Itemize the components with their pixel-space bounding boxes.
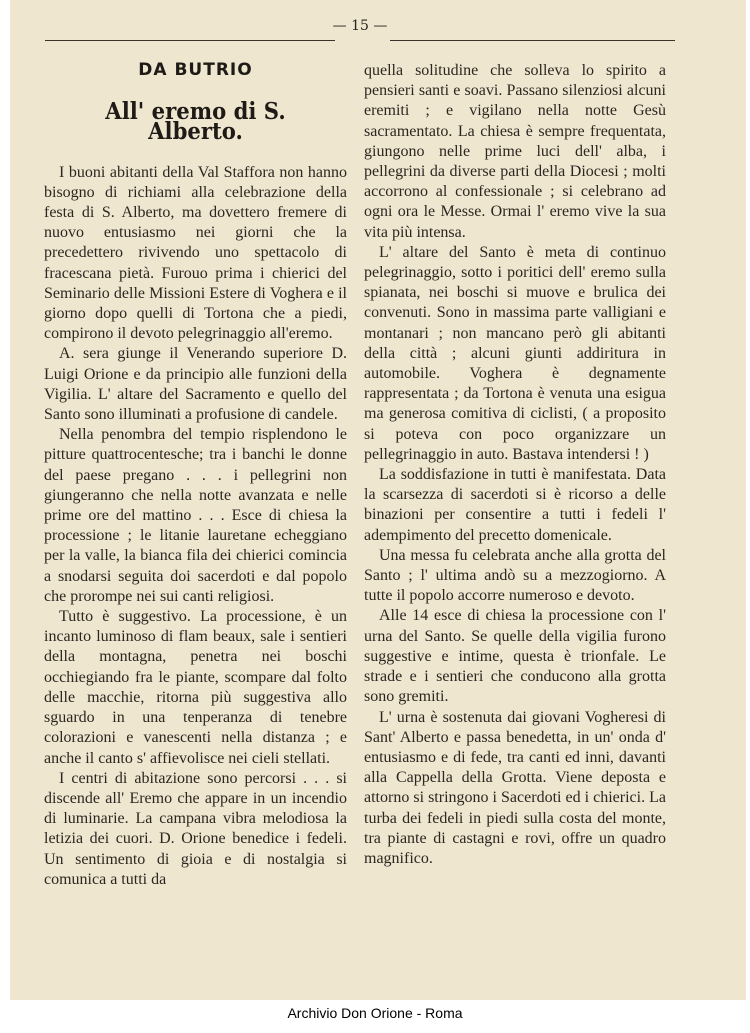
archive-footer: Archivio Don Orione - Roma bbox=[287, 1005, 463, 1021]
right-column bbox=[364, 61, 666, 869]
paragraph: I buoni abitanti della Val Staffora non hanno bisogno di richiami alla celebrazione della festa di S. Alberto, ma dovettero fremere di nuovo entusiasmo nei giorni che la precedettero rivivendo uno spettacolo di fracescana pietà. Furouo prima i chierici del Seminario delle Missioni Estere di Voghera e il giorno dopo quelli di Tortona che a piedi, compirono il devoto pelegrinaggio all'eremo. bbox=[44, 163, 347, 343]
paragraph: La soddisfazione in tutti è manifestata. Data la scarsezza di sacerdoti si è ricorso a delle binazioni per consentire a tutti i fedeli l' adempimento del precetto domenicale. bbox=[364, 466, 666, 544]
paragraph: Alle 14 esce di chiesa la processione con l' urna del Santo. Se quelle della vigilia furono suggestive e intime, questa è trionfale. Le strade e i sentieri che conducono alla grotta sono gremiti. bbox=[364, 607, 666, 706]
section-kicker: DA BUTRIO bbox=[138, 60, 253, 80]
paragraph: quella solitudine che solleva lo spirito a pensieri santi e soavi. Passano silenziosi alcuni eremiti ; e vigilano nella notte Gesù sacramentato. La chiesa è sempre frequentata, giungono nelle prime luci dell' alba, i pellegrini da diverse parti della Diocesi ; molti accorrono al confessionale ; si celebrano ad ogni ora le Messe. Ormai l' eremo vive la sua vita più intensa. bbox=[364, 62, 666, 241]
paragraph: Nella penombra del tempio risplendono le pitture quattrocentesche; tra i banchi le donne del paese pregano . . . i pellegrini non giungeranno che nella notte avanzata e nelle prime ore del mattino . . . Esce di chiesa la processione ; le litanie lauretane echeggiano per la valle, la bianca fila dei chierici comincia a snodarsi seguita doi sacerdoti e dal popolo che prorompe nei sui canti religiosi. bbox=[44, 426, 347, 605]
paragraph: L' urna è sostenuta dai giovani Vogheresi di Sant' Alberto e passa benedetta, in un' onda d' entusiasmo e di fede, tra canti ed inni, davanti alla Cappella della Grotta. Viene deposta e attorno si stringono i Sacerdoti ed i chierici. La turba dei fedeli in piedi sulla costa del monte, tra piante di castagni e rovi, offre un quadro magnifico. bbox=[364, 708, 666, 867]
paragraph: A. sera giunge il Venerando superiore D. Luigi Orione e da principio alle funzioni della Vigilia. L' altare del Sacramento e quello del Santo sono illuminati a profusione di candele. bbox=[44, 345, 347, 424]
paragraph: L' altare del Santo è meta di continuo pelegrinaggio, sotto i poritici dell' eremo sulla spianata, nei boschi si muove e brulica dei convenuti. Sono in massima parte valligiani e montanari ; non mancano però gli abitanti della città ; alcuni giunti addiritura in automobile. Voghera è degnamente rappresentata ; da Tortona è venuta una esigua ma generosa comitiva di ciclisti, ( a proposito si poteva con poco organizzare un pellegrinaggio in auto. Bastava intendersi ! ) bbox=[364, 243, 666, 463]
article-headline: All' eremo di S. Alberto. bbox=[105, 98, 286, 146]
paragraph: I centri di abitazione sono percorsi . . . si discende all' Eremo che appare in un incendio di luminarie. La campana vibra melodiosa la letizia dei cuori. D. Orione benedice i fedeli. Un sentimento di gioia e di nostalgia si comunica a tutti da bbox=[44, 769, 347, 888]
paragraph: Tutto è suggestivo. La processione, è un incanto luminoso di flam beaux, sale i sentieri della montagna, penetra nei boschi occhiegiando fra le piante, scompare dal folto delle macchie, ritorna più suggestiva allo sguardo in una tenperanza di tenebre colorazioni e vanescenti nella distanza ; e anche il canto s' affievolisce nei cieli stellati. bbox=[44, 608, 347, 767]
header-rule-right bbox=[390, 40, 675, 41]
page-number: — 15 — bbox=[332, 18, 388, 34]
paragraph: Una messa fu celebrata anche alla grotta del Santo ; l' ultima andò su a mezzogiorno. A tutte il popolo accorre numeroso e devoto. bbox=[364, 546, 666, 605]
left-column bbox=[44, 60, 347, 890]
header-rule-left bbox=[45, 40, 335, 41]
